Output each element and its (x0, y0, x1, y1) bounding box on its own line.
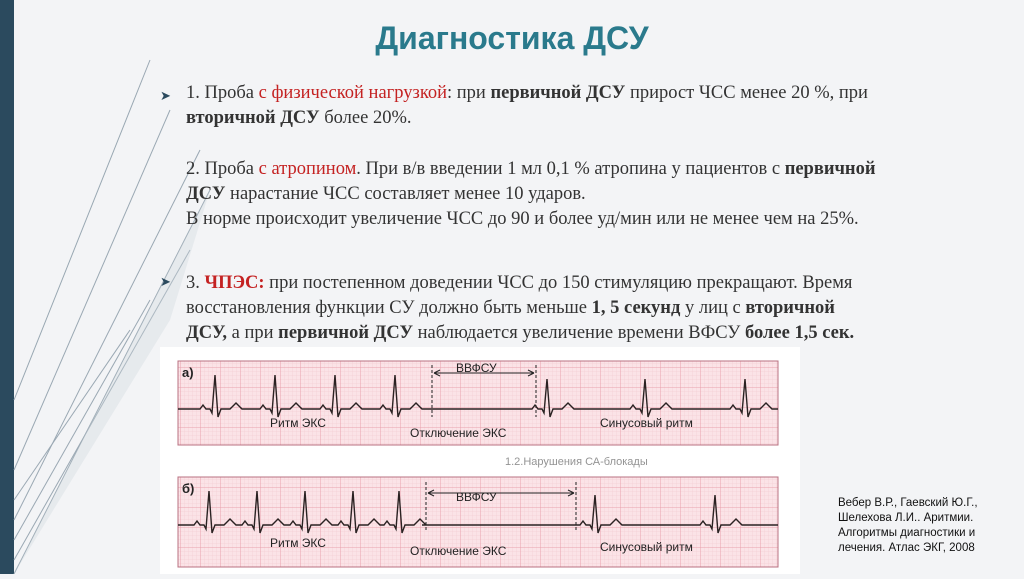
interval-label-a: ВВФСУ (456, 361, 497, 375)
panel-a-label: а) (182, 365, 194, 380)
item-atropine-test: 2. Проба с атропином. При в/в введении 1 мл 0,1 % атропина у пациентов с первичной ДСУ нарастание ЧСС составляет менее 10 ударов. В норме происходит увеличение ЧСС до 90 и более уд/мин или не менее чем на 25%. (186, 159, 876, 229)
interval-label-b: ВВФСУ (456, 490, 497, 504)
rhythm-pacer-b: Ритм ЭКС (270, 536, 326, 550)
pacer-off-b: Отключение ЭКС (410, 544, 507, 558)
rhythm-pacer-a: Ритм ЭКС (270, 416, 326, 430)
sinus-rhythm-b: Синусовый ритм (600, 540, 693, 554)
panel-b-label: б) (182, 481, 195, 496)
pacer-off-a: Отключение ЭКС (410, 426, 507, 440)
citation: Вебер В.Р., Гаевский Ю.Г., Шелехова Л.И.. Аритмии. Алгоритмы диагностики и лечения. Атлас ЭКГ, 2008 (838, 497, 978, 554)
item-exercise-test: 1. Проба с физической нагрузкой: при первичной ДСУ прирост ЧСС менее 20 %, при вторичной ДСУ более 20%. (186, 83, 868, 128)
arrow-bullet-icon: ➤ (160, 275, 171, 290)
arrow-bullet-icon: ➤ (160, 89, 171, 104)
item-cpes: 3. ЧПЭС: при постепенном доведении ЧСС до 150 стимуляцию прекращают. Время восстановления функции СУ должно быть меньше 1, 5 секунд у лиц с вторичной ДСУ, а при первичной ДСУ наблюдается увеличение времени ВФСУ более 1,5 сек. (186, 273, 855, 343)
ecg-figure (160, 347, 800, 574)
ecg-svg (160, 347, 800, 574)
page-title: Диагностика ДСУ (375, 20, 649, 56)
middle-caption: 1.2.Нарушения СА-блокады (505, 456, 648, 468)
sinus-rhythm-a: Синусовый ритм (600, 416, 693, 430)
